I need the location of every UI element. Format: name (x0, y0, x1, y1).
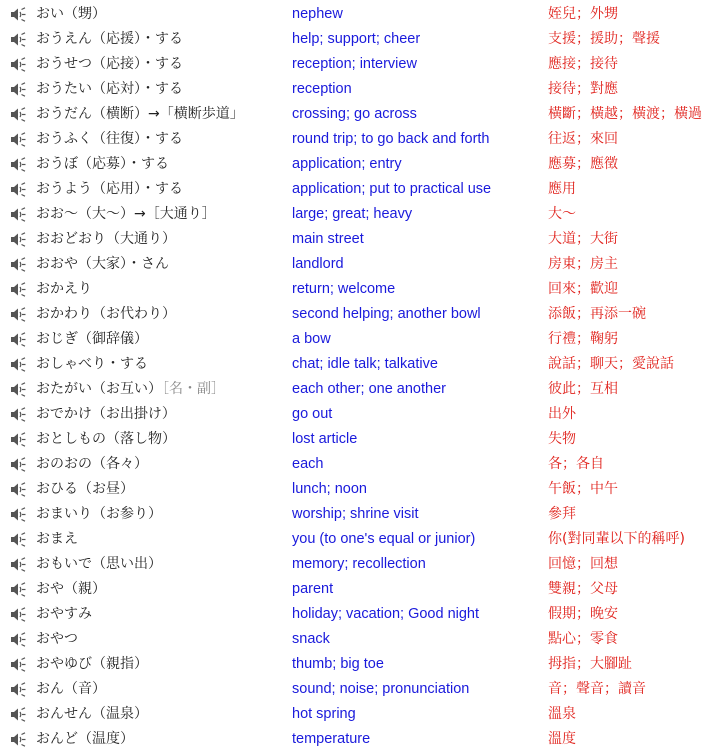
vocab-row (0, 127, 720, 152)
japanese-term (36, 52, 183, 77)
chinese-meaning: 溫泉 (548, 706, 576, 722)
vocab-row (0, 577, 720, 602)
vocab-row (0, 352, 720, 377)
chinese-meaning: 添飯；再添一碗 (548, 306, 646, 322)
chinese-meaning: 出外 (548, 406, 576, 422)
english-meaning: main street (292, 231, 364, 247)
japanese-term (36, 152, 169, 177)
vocab-row (0, 627, 720, 652)
japanese-term-text: おん（音） (36, 681, 106, 697)
chinese-meaning: 失物 (548, 431, 576, 447)
vocab-row (0, 327, 720, 352)
chinese-meaning: 往返；來回 (548, 131, 618, 147)
chinese-meaning: 參拜 (548, 506, 576, 522)
english-meaning: application; entry (292, 156, 402, 172)
vocab-row (0, 527, 720, 552)
japanese-term (36, 2, 106, 27)
japanese-term (36, 27, 183, 52)
japanese-term-text: おうぼ（応募）・する (36, 156, 169, 172)
speaker-icon[interactable] (10, 682, 26, 697)
speaker-icon[interactable] (10, 532, 26, 547)
japanese-term (36, 502, 162, 527)
speaker-icon[interactable] (10, 82, 26, 97)
vocab-row (0, 227, 720, 252)
japanese-term-text: おんど（温度） (36, 731, 134, 747)
english-meaning: you (to one's equal or junior) (292, 531, 476, 547)
japanese-term (36, 302, 176, 327)
english-meaning: round trip; to go back and forth (292, 131, 490, 147)
japanese-term-text: おうだん（横断）→「横断歩道」 (36, 106, 244, 122)
english-meaning: each other; one another (292, 381, 446, 397)
chinese-meaning: 大～ (548, 206, 576, 222)
vocab-row (0, 402, 720, 427)
japanese-term-text: おうふく（往復）・する (36, 131, 183, 147)
speaker-icon[interactable] (10, 132, 26, 147)
speaker-icon[interactable] (10, 157, 26, 172)
speaker-icon[interactable] (10, 232, 26, 247)
chinese-meaning: 午飯；中午 (548, 481, 618, 497)
speaker-icon[interactable] (10, 382, 26, 397)
english-meaning: thumb; big toe (292, 656, 384, 672)
vocab-row (0, 177, 720, 202)
japanese-term (36, 102, 244, 127)
english-meaning: each (292, 456, 324, 472)
japanese-term-text: おうよう（応用）・する (36, 181, 183, 197)
japanese-term (36, 627, 78, 652)
vocab-row (0, 52, 720, 77)
japanese-term-text: おまえ (36, 531, 78, 547)
chinese-meaning: 音；聲音；讀音 (548, 681, 646, 697)
speaker-icon[interactable] (10, 57, 26, 72)
chinese-meaning: 彼此；互相 (548, 381, 618, 397)
japanese-term (36, 227, 176, 252)
chinese-meaning: 應募；應徵 (548, 156, 618, 172)
japanese-term (36, 427, 176, 452)
japanese-term (36, 677, 106, 702)
vocab-row (0, 552, 720, 577)
vocab-row (0, 652, 720, 677)
japanese-term-text: おうたい（応対）・する (36, 81, 183, 97)
vocab-row (0, 302, 720, 327)
japanese-term-text: おい（甥） (36, 6, 106, 22)
chinese-meaning: 溫度 (548, 731, 576, 747)
speaker-icon[interactable] (10, 32, 26, 47)
english-meaning: lunch; noon (292, 481, 367, 497)
vocab-row (0, 377, 720, 402)
japanese-term-text: おとしもの（落し物） (36, 431, 176, 447)
japanese-term-text: おおや（大家）・さん (36, 256, 169, 272)
speaker-icon[interactable] (10, 282, 26, 297)
chinese-meaning: 回憶；回想 (548, 556, 618, 572)
vocab-row (0, 2, 720, 27)
speaker-icon[interactable] (10, 482, 26, 497)
english-meaning: second helping; another bowl (292, 306, 481, 322)
vocabulary-table (0, 2, 720, 752)
vocab-row (0, 677, 720, 702)
japanese-term (36, 277, 92, 302)
japanese-term (36, 327, 148, 352)
japanese-term (36, 452, 148, 477)
chinese-meaning: 雙親；父母 (548, 581, 618, 597)
speaker-icon[interactable] (10, 732, 26, 747)
japanese-term-text: おかえり (36, 281, 92, 297)
japanese-term-text: おじぎ（御辞儀） (36, 331, 148, 347)
japanese-term (36, 577, 106, 602)
japanese-term (36, 402, 176, 427)
english-meaning: lost article (292, 431, 358, 447)
speaker-icon[interactable] (10, 557, 26, 572)
vocab-row (0, 727, 720, 752)
japanese-term-text: おもいで（思い出） (36, 556, 162, 572)
japanese-term-text: おのおの（各々） (36, 456, 148, 472)
chinese-meaning: 支援；援助；聲援 (548, 31, 660, 47)
japanese-term (36, 252, 169, 277)
english-meaning: crossing; go across (292, 106, 417, 122)
vocab-row (0, 27, 720, 52)
vocab-row (0, 702, 720, 727)
japanese-term-text: おうえん（応援）・する (36, 31, 183, 47)
english-meaning: chat; idle talk; talkative (292, 356, 438, 372)
japanese-term (36, 127, 183, 152)
vocab-row (0, 152, 720, 177)
english-meaning: large; great; heavy (292, 206, 413, 222)
chinese-meaning: 行禮；鞠躬 (548, 331, 618, 347)
english-meaning: snack (292, 631, 330, 647)
chinese-meaning: 你(對同輩以下的稱呼) (548, 531, 685, 547)
vocab-row (0, 427, 720, 452)
chinese-meaning: 拇指；大腳趾 (548, 656, 632, 672)
english-meaning: sound; noise; pronunciation (292, 681, 470, 697)
speaker-icon[interactable] (10, 357, 26, 372)
japanese-term-text: おや（親） (36, 581, 106, 597)
english-meaning: help; support; cheer (292, 31, 421, 47)
english-meaning: a bow (292, 331, 331, 347)
chinese-meaning: 應接；接待 (548, 56, 618, 72)
chinese-meaning: 接待；對應 (548, 81, 618, 97)
english-meaning: reception; interview (292, 56, 417, 72)
chinese-meaning: 回來；歡迎 (548, 281, 618, 297)
speaker-icon[interactable] (10, 582, 26, 597)
chinese-meaning: 大道；大街 (548, 231, 618, 247)
japanese-term-text: おでかけ（お出掛け） (36, 406, 176, 422)
vocab-row (0, 502, 720, 527)
chinese-meaning: 橫斷；橫越；橫渡；橫過 (548, 106, 702, 122)
japanese-term (36, 602, 92, 627)
japanese-term-text: おまいり（お参り） (36, 506, 162, 522)
vocab-row (0, 452, 720, 477)
japanese-term-text: おしゃべり・する (36, 356, 148, 372)
japanese-term-text: おんせん（温泉） (36, 706, 148, 722)
speaker-icon[interactable] (10, 257, 26, 272)
japanese-term (36, 477, 134, 502)
speaker-icon[interactable] (10, 507, 26, 522)
vocab-row (0, 277, 720, 302)
chinese-meaning: 點心；零食 (548, 631, 618, 647)
speaker-icon[interactable] (10, 107, 26, 122)
english-meaning: go out (292, 406, 333, 422)
speaker-icon[interactable] (10, 7, 26, 22)
vocab-row (0, 202, 720, 227)
japanese-term-text: おひる（お昼） (36, 481, 134, 497)
english-meaning: parent (292, 581, 334, 597)
japanese-term-text: おかわり（お代わり） (36, 306, 176, 322)
english-meaning: landlord (292, 256, 344, 272)
vocab-row (0, 602, 720, 627)
japanese-term-text: おやゆび（親指） (36, 656, 148, 672)
japanese-term (36, 727, 134, 752)
speaker-icon[interactable] (10, 332, 26, 347)
japanese-term (36, 527, 78, 552)
speaker-icon[interactable] (10, 707, 26, 722)
english-meaning: memory; recollection (292, 556, 426, 572)
speaker-icon[interactable] (10, 657, 26, 672)
chinese-meaning: 說話；聊天；愛說話 (548, 356, 674, 372)
vocab-row (0, 252, 720, 277)
chinese-meaning: 應用 (548, 181, 576, 197)
japanese-term-text: おお～（大～）→［大通り］ (36, 206, 216, 222)
chinese-meaning: 房東；房主 (548, 256, 618, 272)
speaker-icon[interactable] (10, 407, 26, 422)
japanese-term (36, 77, 183, 102)
japanese-term-text: おうせつ（応接）・する (36, 56, 183, 72)
japanese-term-text: おおどおり（大通り） (36, 231, 176, 247)
english-meaning: nephew (292, 6, 343, 22)
speaker-icon[interactable] (10, 457, 26, 472)
japanese-term (36, 177, 183, 202)
japanese-term (36, 652, 148, 677)
english-meaning: application; put to practical use (292, 181, 492, 197)
chinese-meaning: 姪兒；外甥 (548, 6, 618, 22)
speaker-icon[interactable] (10, 182, 26, 197)
speaker-icon[interactable] (10, 207, 26, 222)
japanese-term (36, 377, 225, 402)
speaker-icon[interactable] (10, 432, 26, 447)
japanese-term-text: おやつ (36, 631, 78, 647)
english-meaning: hot spring (292, 706, 356, 722)
english-meaning: return; welcome (292, 281, 396, 297)
japanese-term (36, 702, 148, 727)
japanese-term (36, 552, 162, 577)
english-meaning: temperature (292, 731, 371, 747)
chinese-meaning: 各；各自 (548, 456, 604, 472)
vocab-row (0, 477, 720, 502)
japanese-term-text: おやすみ (36, 606, 92, 622)
chinese-meaning: 假期；晚安 (548, 606, 618, 622)
vocab-row (0, 77, 720, 102)
vocab-row (0, 102, 720, 127)
part-of-speech-tag: ［名・副］ (162, 381, 225, 397)
japanese-term (36, 352, 148, 377)
english-meaning: worship; shrine visit (292, 506, 419, 522)
speaker-icon[interactable] (10, 632, 26, 647)
english-meaning: reception (292, 81, 352, 97)
english-meaning: holiday; vacation; Good night (292, 606, 480, 622)
speaker-icon[interactable] (10, 607, 26, 622)
speaker-icon[interactable] (10, 307, 26, 322)
japanese-term-text: おたがい（お互い） (36, 381, 162, 397)
japanese-term (36, 202, 216, 227)
